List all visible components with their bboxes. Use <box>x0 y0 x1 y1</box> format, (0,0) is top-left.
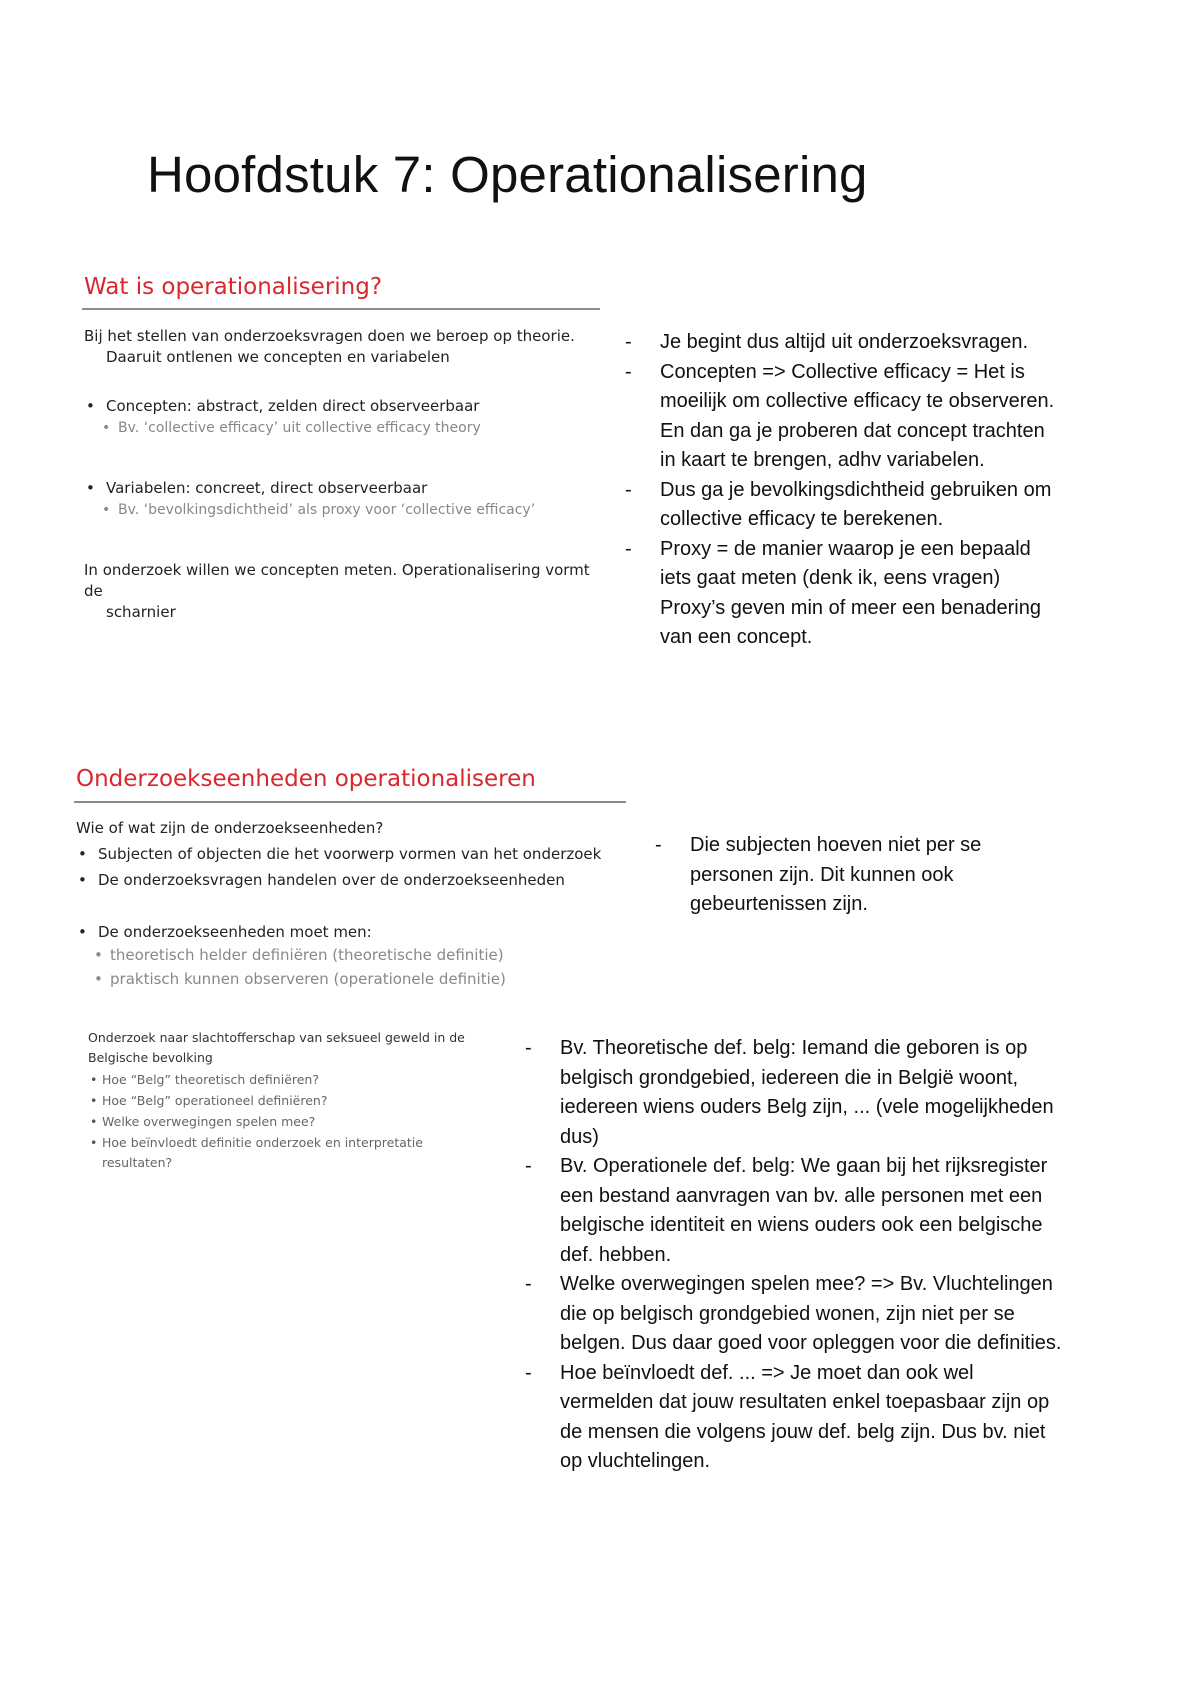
notes-onderzoekseenheden <box>655 831 1055 920</box>
bullet-variabelen: • Variabelen: concreet, direct observeerbaar <box>82 478 427 499</box>
sub-bullet-theoretisch: • theoretisch helder definiëren (theoretische definitie) <box>74 946 504 964</box>
sub-bullet-variabelen: • Bv. ‘bevolkingsdichtheid’ als proxy voor ‘collective efficacy’ <box>82 502 535 518</box>
list-item: • Hoe “Belg” theoretisch definiëren? <box>88 1070 319 1090</box>
list-item: • Welke overwegingen spelen mee? <box>88 1112 315 1132</box>
slide-belg-voorbeeld <box>82 1024 496 1172</box>
intro-text: Bij het stellen van onderzoeksvragen doen we beroep op theorie. Daaruit ontlenen we concepten en variabelen <box>84 327 575 366</box>
note-item: - Welke overwegingen spelen mee? => Bv. Vluchtelingen die op belgisch grondgebied wonen, zijn niet per se belgen. Dus daar goed voor opleggen voor die definities. <box>525 1270 1065 1359</box>
slide-heading: Wat is operationalisering? <box>84 274 383 300</box>
bullet-moet-men: • De onderzoekseenheden moet men: <box>74 922 372 943</box>
note-item: - Hoe beïnvloedt def. ... => Je moet dan ook wel vermelden dat jouw resultaten enkel toepasbaar zijn op de mensen die volgens jouw def. belg zijn. Dus bv. niet op vluchtelingen. <box>525 1359 1065 1477</box>
list-item: • Hoe “Belg” operationeel definiëren? <box>88 1091 327 1111</box>
note-item: - Die subjecten hoeven niet per se personen zijn. Dit kunnen ook gebeurtenissen zijn. <box>655 831 1055 920</box>
note-item: - Dus ga je bevolkingsdichtheid gebruiken om collective efficacy te berekenen. <box>625 476 1065 535</box>
outro-text: In onderzoek willen we concepten meten. Operationalisering vormt de scharnier <box>84 561 590 621</box>
page-title: Hoofdstuk 7: Operationalisering <box>147 146 868 203</box>
bullet-concepten: • Concepten: abstract, zelden direct observeerbaar <box>82 396 479 417</box>
slide3-title: Onderzoek naar slachtofferschap van seksueel geweld in de Belgische bevolking <box>88 1030 465 1065</box>
slide-heading: Onderzoekseenheden operationaliseren <box>76 766 536 792</box>
question-text: Wie of wat zijn de onderzoekseenheden? <box>76 819 384 837</box>
note-item: - Bv. Theoretische def. belg: Iemand die geboren is op belgisch grondgebied, iedereen die in België woont, iedereen wiens ouders Belg zijn, ... (vele mogelijkheden dus) <box>525 1034 1065 1152</box>
heading-rule <box>82 308 600 310</box>
note-item: - Proxy = de manier waarop je een bepaald iets gaat meten (denk ik, eens vragen) Proxy’s geven min of meer een benadering van een concept. <box>625 535 1065 653</box>
notes-belg-voorbeeld <box>525 1034 1065 1477</box>
note-item: - Concepten => Collective efficacy = Het is moeilijk om collective efficacy te observeren. En dan ga je proberen dat concept trachten in kaart te brengen, adhv variabelen. <box>625 358 1065 476</box>
slide-onderzoekseenheden <box>74 764 634 999</box>
note-item: - Je begint dus altijd uit onderzoeksvragen. <box>625 328 1065 358</box>
note-item: - Bv. Operationele def. belg: We gaan bij het rijksregister een bestand aanvragen van bv. alle personen met een belgische identiteit en wiens ouders ook een belgische def. hebben. <box>525 1152 1065 1270</box>
list-item: • Hoe beïnvloedt definitie onderzoek en interpretatie resultaten? <box>88 1133 496 1173</box>
sub-bullet-praktisch: • praktisch kunnen observeren (operationele definitie) <box>74 970 506 988</box>
sub-bullet-concepten: • Bv. ‘collective efficacy’ uit collective efficacy theory <box>82 420 481 436</box>
bullet-onderzoeksvragen: • De onderzoeksvragen handelen over de onderzoekseenheden <box>74 870 565 891</box>
notes-operationalisering <box>625 328 1065 653</box>
slide-operationalisering <box>82 272 602 621</box>
heading-rule <box>74 801 626 803</box>
bullet-subjecten: • Subjecten of objecten die het voorwerp vormen van het onderzoek <box>74 844 601 865</box>
